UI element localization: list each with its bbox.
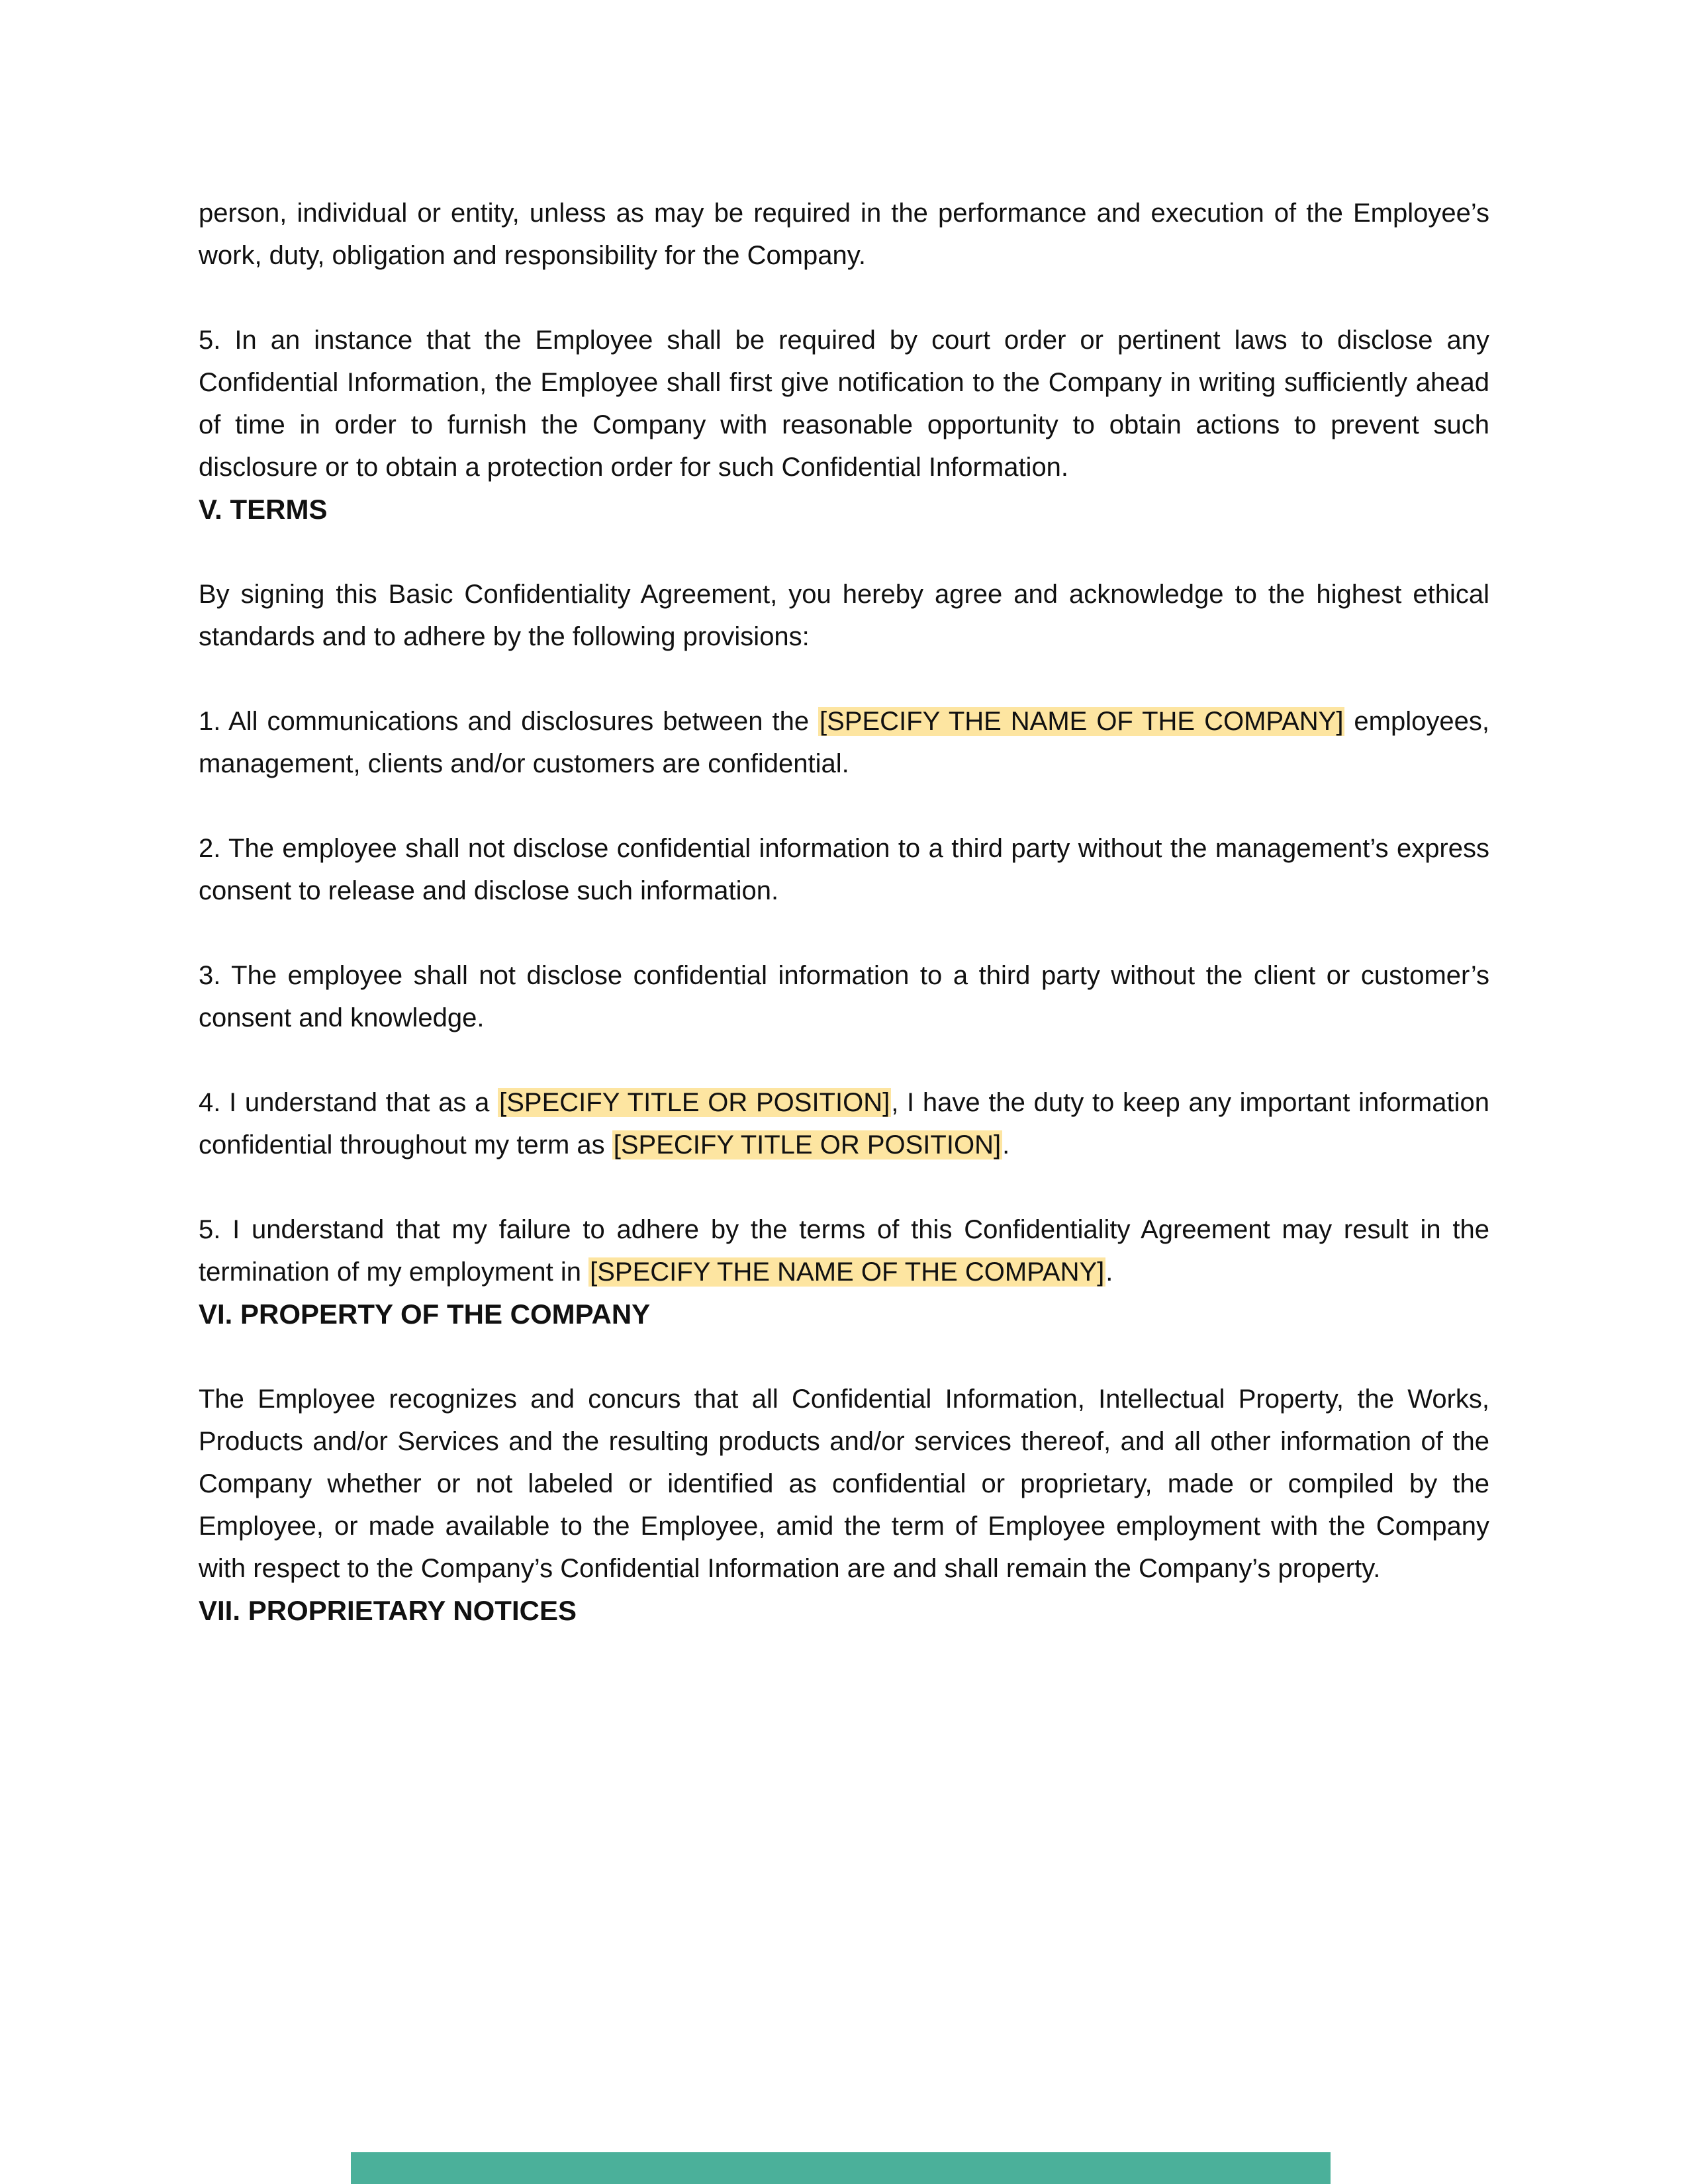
terms-item-4-text-end: . [1002, 1130, 1010, 1160]
placeholder-company-name-2: [SPECIFY THE NAME OF THE COMPANY] [590, 1257, 1105, 1287]
section-heading-terms: V. TERMS [199, 494, 328, 525]
paragraph-item-5-disclosure: 5. In an instance that the Employee shall be required by court order or pertinent laws to disclose any Confidential Information, the Employee shall first give notification to the Company in writing sufficiently ahead of time in order to furnish the Company with reasonable opportunity to obtain actions to prevent such disclosure or to obtain a protection order for such Confidential Information. [199, 326, 1489, 482]
terms-item-4-text-middle: , I have the duty to keep any important information confidential throughout my term as [199, 1088, 1489, 1160]
terms-item-1-text-end: employees, management, clients and/or customers are confidential. [199, 707, 1489, 778]
terms-item-5-text-end: . [1105, 1257, 1113, 1287]
section-heading-property: VI. PROPERTY OF THE COMPANY [199, 1298, 651, 1330]
terms-item-1 [199, 700, 1489, 785]
terms-item-2: 2. The employee shall not disclose confidential information to a third party without the management’s express consent to release and disclose such information. [199, 834, 1489, 905]
placeholder-company-name: [SPECIFY THE NAME OF THE COMPANY] [820, 707, 1344, 736]
terms-item-4 [199, 1081, 1489, 1166]
section-heading-proprietary-notices: VII. PROPRIETARY NOTICES [199, 1595, 577, 1626]
paragraph-property-body: The Employee recognizes and concurs that all Confidential Information, Intellectual Property, the Works, Products and/or Services and the resulting products and/or services thereof, and all other information of the Company whether or not labeled or identified as confidential or proprietary, made or compiled by the Employee, or made available to the Employee, amid the term of Employee employment with the Company with respect to the Company’s Confidential Information are and shall remain the Company’s property. [199, 1385, 1489, 1583]
terms-item-3: 3. The employee shall not disclose confidential information to a third party without the client or customer’s consent and knowledge. [199, 961, 1489, 1032]
paragraph-terms-intro: By signing this Basic Confidentiality Agreement, you hereby agree and acknowledge to the highest ethical standards and to adhere by the following provisions: [199, 580, 1489, 651]
footer-accent-bar [351, 2152, 1331, 2184]
document-page [199, 192, 1489, 1632]
placeholder-title-position-2: [SPECIFY TITLE OR POSITION] [613, 1130, 1002, 1160]
placeholder-title-position: [SPECIFY TITLE OR POSITION] [499, 1088, 890, 1117]
terms-item-5-text: 5. I understand that my failure to adhere by the terms of this Confidentiality Agreement may result in the termination of my employment in [199, 1215, 1489, 1287]
terms-item-4-text: 4. I understand that as a [199, 1088, 498, 1117]
terms-item-1-text: 1. All communications and disclosures between the [199, 707, 819, 736]
terms-item-5 [199, 1208, 1489, 1293]
paragraph-intro-continuation: person, individual or entity, unless as may be required in the performance and execution of the Employee’s work, duty, obligation and responsibility for the Company. [199, 199, 1489, 270]
